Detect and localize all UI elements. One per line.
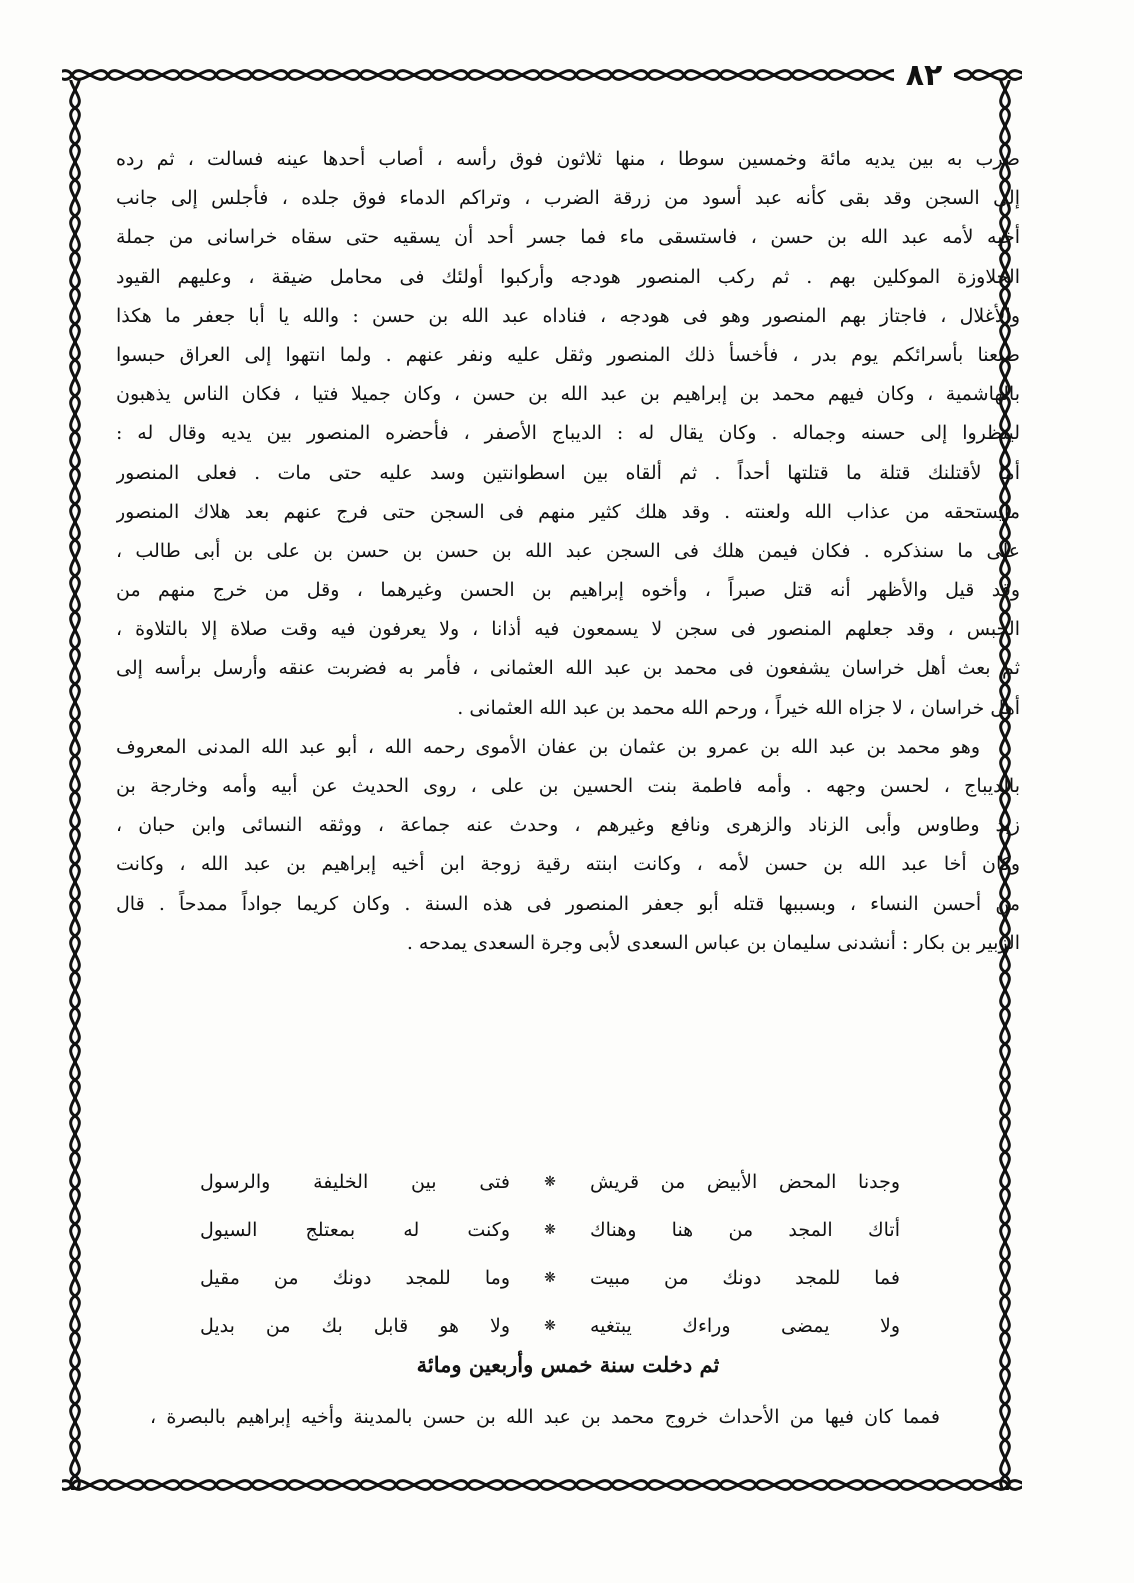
- text-line: إلى السجن وقد بقى كأنه عبد أسود من زرقة الضرب ، وتراكم الدماء فوق جلده ، فأجلس إلى جانب: [116, 187, 1020, 210]
- text-line: أهل خراسان ، لا جزاه الله خيراً ، ورحم الله محمد بن عبد الله العثمانى .: [457, 696, 1020, 719]
- verse-first-half: ولا يمضى وراءك يبتغيه: [590, 1315, 900, 1337]
- verse-separator: ❋: [544, 1222, 556, 1238]
- section-heading: ثم دخلت سنة خمس وأربعين ومائة: [416, 1352, 720, 1377]
- poem: [200, 1158, 900, 1350]
- text-line: لينظروا إلى حسنه وجماله . وكان يقال له : الديباج الأصفر ، فأحضره المنصور بين يديه وقال له :: [116, 422, 1020, 445]
- text-line: الجلاوزة الموكلين بهم . ثم ركب المنصور هودجه وأركبوا أولئك فى محامل ضيقة ، وعليهم القيود: [116, 265, 1020, 288]
- verse-first-half: أتاك المجد من هنا وهناك: [590, 1219, 900, 1241]
- text-line: مايستحقه من عذاب الله ولعنته . وقد هلك كثير منهم فى السجن حتى فرج عنهم بعد هلاك المنصور: [116, 500, 1020, 523]
- text-line: على ما سنذكره . فكان فيمن هلك فى السجن عبد الله بن حسن بن حسن بن على بن أبى طالب ،: [116, 539, 1020, 562]
- page-number: ٨٢: [894, 58, 954, 94]
- text-line: وقد قيل والأظهر أنه قتل صبراً ، وأخوه إبراهيم بن الحسن وغيرهما ، وقل من خرج منهم من: [116, 579, 1020, 602]
- text-line: ثم بعث أهل خراسان يشفعون فى محمد بن عبد الله العثمانى ، فأمر به فضربت عنقه وأرسل برأسه إلى: [116, 657, 1020, 680]
- text-line: أما لأقتلنك قتلة ما قتلتها أحداً . ثم ألقاه بين اسطوانتين وسد عليه حتى مات . فعلى المنصور: [116, 461, 1020, 484]
- verse-first-half: وجدنا المحض الأبيض من قريش: [590, 1171, 900, 1193]
- text-line: بالديباج ، لحسن وجهه . وأمه فاطمة بنت الحسين بن على ، روى الحديث عن أبيه وأمه وخارجة بن: [116, 775, 1020, 797]
- verse-separator: ❋: [544, 1174, 556, 1190]
- verse-second-half: وما للمجد دونك من مقيل: [200, 1267, 510, 1289]
- text-line: أخيه لأمه عبد الله بن حسن ، فاستسقى ماء فما جسر أحد أن يسقيه حتى سقاه خراسانى من جملة: [116, 226, 1020, 249]
- text-line: وهو محمد بن عبد الله بن عمرو بن عثمان بن عفان الأموى رحمه الله ، أبو عبد الله المدنى المعروف: [116, 735, 980, 758]
- poem-verse: [200, 1206, 900, 1254]
- text-line: وكان أخا عبد الله بن حسن لأمه ، وكانت ابنته رقية زوجة ابن أخيه إبراهيم بن عبد الله ، وكانت: [116, 853, 1020, 876]
- verse-separator: ❋: [544, 1270, 556, 1286]
- verse-second-half: فتى بين الخليفة والرسول: [200, 1171, 510, 1193]
- text-line: فمما كان فيها من الأحداث خروج محمد بن عبد الله بن حسن بالمدينة وأخيه إبراهيم بالبصرة ،: [150, 1406, 940, 1428]
- verse-second-half: وكنت له بمعتلج السيول: [200, 1219, 510, 1241]
- text-line: ضرب به بين يديه مائة وخمسين سوطا ، منها ثلاثون فوق رأسه ، أصاب أحدها عينه فسالت ، ثم رده: [116, 148, 1020, 170]
- verse-first-half: فما للمجد دونك من مبيت: [590, 1267, 900, 1289]
- text-line: الحبس ، وقد جعلهم المنصور فى سجن لا يسمعون فيه أذانا ، ولا يعرفون فيه وقت صلاة إلا بالتلاوة ،: [116, 618, 1020, 641]
- text-line: الزبير بن بكار : أنشدنى سليمان بن عباس السعدى لأبى وجرة السعدى يمدحه .: [406, 931, 1020, 954]
- main-text: [116, 140, 1020, 963]
- text-line: صنعنا بأسرائكم يوم بدر ، فأخسأ ذلك المنصور وثقل عليه ونفر عنهم . ولما انتهوا إلى العراق حبسوا: [116, 343, 1020, 366]
- poem-verse: [200, 1254, 900, 1302]
- text-line: زيد وطاوس وأبى الزناد والزهرى ونافع وغيرهم ، وحدث عنه جماعة ، ووثقه النسائى وابن حبان ،: [116, 814, 1020, 837]
- text-line: من أحسن النساء ، وبسببها قتله أبو جعفر المنصور فى هذه السنة . وكان كريما جواداً ممدحاً . قال: [116, 892, 1020, 915]
- verse-second-half: ولا هو قابل بك من بديل: [200, 1315, 510, 1337]
- text-line: والأغلال ، فاجتاز بهم المنصور وهو فى هودجه ، فناداه عبد الله بن حسن : والله يا أبا جعفر ما هكذا: [116, 304, 1020, 327]
- text-line: بالهاشمية ، وكان فيهم محمد بن إبراهيم بن عبد الله بن حسن ، وكان جميلا فتيا ، فكان الناس يذهبون: [116, 383, 1020, 406]
- poem-verse: [200, 1158, 900, 1206]
- poem-verse: [200, 1302, 900, 1350]
- verse-separator: ❋: [544, 1318, 556, 1334]
